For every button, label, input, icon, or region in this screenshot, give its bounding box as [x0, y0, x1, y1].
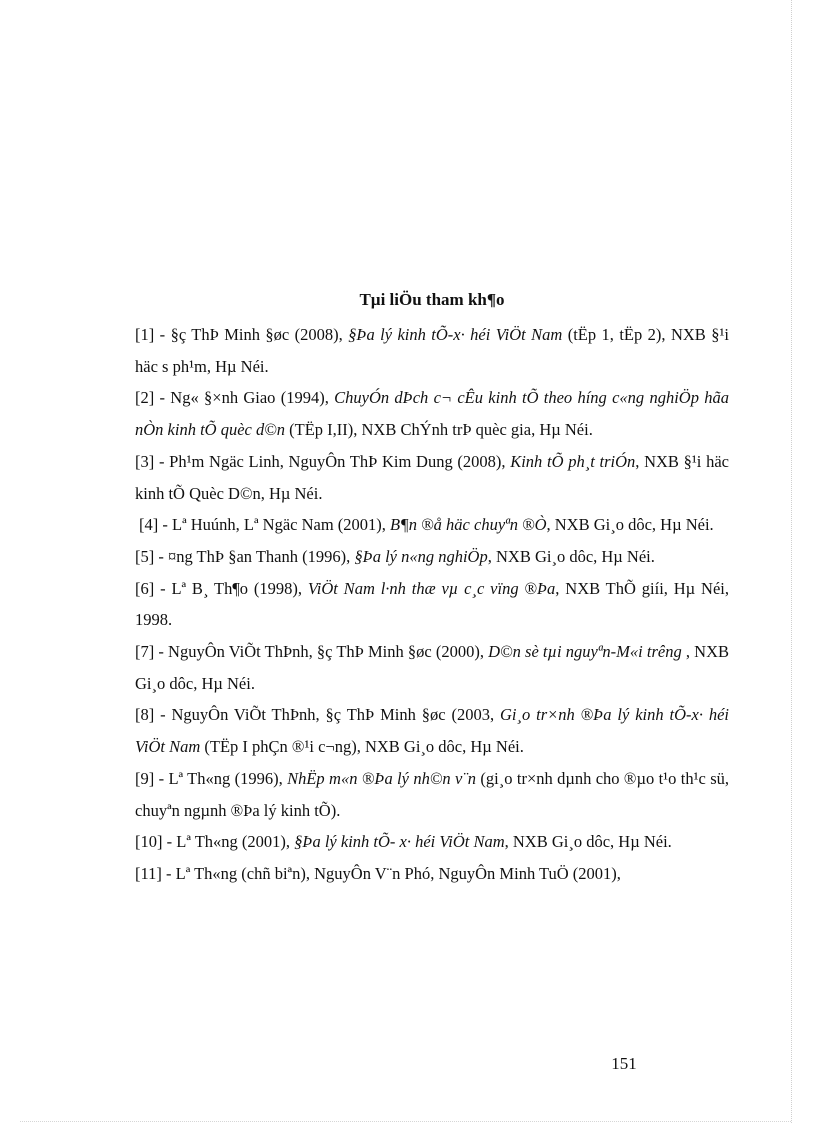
reference-8-title: Gi¸o tr×nh ®Þa lý kinh tÕ-x· héi ViÖt Nam — [135, 705, 729, 757]
reference-item-6 — [135, 573, 729, 636]
reference-item-5 — [135, 541, 729, 573]
reference-5-title: §Þa lý n«ng nghiÖp — [354, 546, 488, 566]
reference-9-publisher: (gi¸o tr×nh dµnh cho ®µo t¹o th¹c sü, chuyªn ngµnh ®Þa lý kinh tÕ). — [135, 768, 729, 820]
reference-item-1 — [135, 319, 729, 382]
reference-4-publisher: , NXB Gi¸o dôc, Hµ Néi. — [546, 515, 714, 535]
reference-10-author: [10] - Lª Th«ng (2001), — [135, 832, 295, 852]
reference-1-title: §Þa lý kinh tÕ-x· héi ViÖt Nam — [348, 325, 563, 344]
references-heading: Tµi liÖu tham kh¶o — [359, 290, 505, 309]
reference-5-author: [5] - ¤ng ThÞ §an Thanh (1996), — [135, 546, 355, 566]
references-section — [135, 285, 729, 890]
reference-1-author: [1] - §ç ThÞ Minh §øc (2008), — [135, 325, 349, 344]
page-frame-bottom-edge — [20, 1121, 791, 1122]
reference-8-publisher: (TËp I phÇn ®¹i c¬ng), NXB Gi¸o dôc, Hµ Néi. — [200, 737, 524, 757]
reference-3-publisher: , NXB §¹i häc kinh tÕ Quèc D©n, Hµ Néi. — [135, 451, 729, 503]
reference-4-title: B¶n ®å häc chuyªn ®Ò — [390, 515, 547, 535]
reference-6-author: [6] - Lª B¸ Th¶o (1998), — [135, 578, 308, 598]
reference-item-7 — [135, 636, 729, 699]
reference-6-title: ViÖt Nam l·nh thæ vµ c¸c vïng ®Þa — [307, 578, 556, 598]
reference-8-author: [8] - NguyÔn ViÕt ThÞnh, §ç ThÞ Minh §øc (2003, — [135, 705, 500, 725]
reference-4-author: [4] - Lª Huúnh, Lª Ngäc Nam (2001), — [139, 515, 391, 535]
page-frame-right-edge — [791, 0, 792, 1123]
reference-5-publisher: , NXB Gi¸o dôc, Hµ Néi. — [487, 546, 655, 566]
page-number: 151 — [611, 1054, 637, 1073]
reference-3-author: [3] - Ph¹m Ngäc Linh, NguyÔn ThÞ Kim Dung (2008), — [135, 451, 511, 471]
reference-10-publisher: , NXB Gi¸o dôc, Hµ Néi. — [504, 832, 672, 852]
reference-6-publisher: , NXB ThÕ giíi, Hµ Néi, 1998. — [135, 578, 729, 630]
reference-2-publisher: (TËp I,II), NXB ChÝnh trÞ quèc gia, Hµ Néi. — [285, 420, 593, 440]
reference-10-title: §Þa lý kinh tÕ- x· héi ViÖt Nam — [294, 832, 505, 852]
reference-9-author: [9] - Lª Th«ng (1996), — [135, 768, 288, 788]
reference-item-10 — [135, 826, 729, 858]
reference-item-8 — [135, 699, 729, 762]
reference-7-publisher: , NXB Gi¸o dôc, Hµ Néi. — [135, 642, 729, 693]
reference-item-3 — [135, 446, 729, 509]
reference-9-title: NhËp m«n ®Þa lý nh©n v¨n — [287, 768, 477, 788]
reference-item-4 — [135, 509, 729, 541]
reference-7-author: [7] - NguyÔn ViÕt ThÞnh, §ç ThÞ Minh §øc (2000), — [135, 642, 489, 662]
reference-2-author: [2] - Ng« §×nh Giao (1994), — [135, 388, 335, 408]
reference-item-11 — [135, 858, 729, 890]
reference-7-title: D©n sè tµi nguyªn-M«i trêng — [488, 642, 686, 662]
reference-2-title: ChuyÓn dÞch c¬ cÊu kinh tÕ theo híng c«ng nghiÖp hãa nÒn kinh tÕ quèc d©n — [135, 388, 729, 440]
reference-1-publisher: (tËp 1, tËp 2), NXB §¹i häc s ph¹m, Hµ Néi. — [135, 325, 730, 376]
reference-item-2 — [135, 382, 729, 445]
reference-3-title: Kinh tÕ ph¸t triÓn — [510, 451, 636, 471]
reference-11-author: [11] - Lª Th«ng (chñ biªn), NguyÔn V¨n Phó, NguyÔn Minh TuÖ (2001), — [135, 863, 621, 883]
reference-item-9 — [135, 763, 729, 826]
